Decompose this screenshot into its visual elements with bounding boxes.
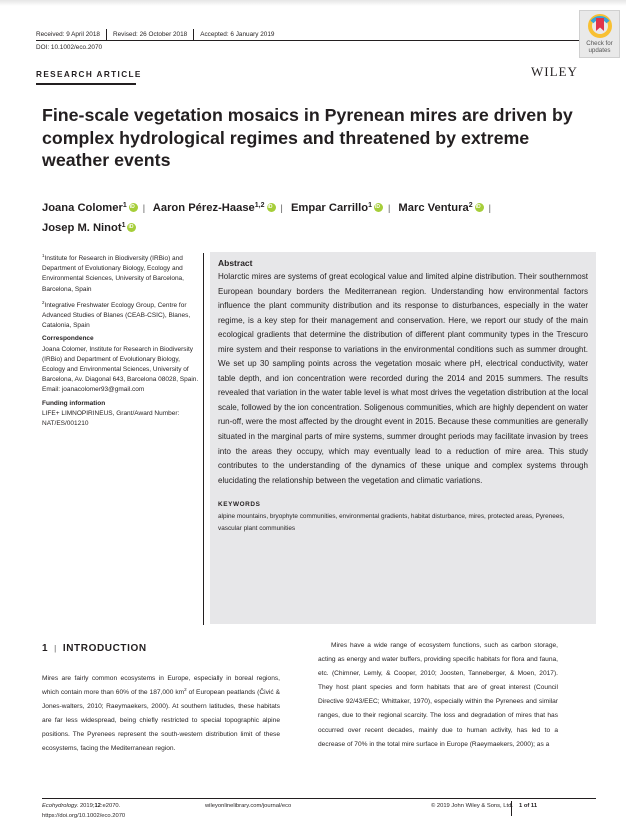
received-date: Received: 9 April 2018 xyxy=(36,29,107,41)
check-updates-label xyxy=(586,41,612,55)
author xyxy=(153,202,276,214)
author-affiliation: 1 xyxy=(368,202,372,209)
journal-name: Ecohydrology. xyxy=(42,803,79,809)
funding-text: LIFE+ LIMNOPIRINEUS, Grant/Award Number: NAT/ES/001210 xyxy=(42,409,180,428)
intro-paragraph-left xyxy=(42,672,280,757)
author xyxy=(291,202,383,214)
affiliation xyxy=(42,298,202,332)
intro-paragraph-right: Mires have a wide range of ecosystem functions, such as carbon storage, acting as energy and water buffers, providing specific habitats for flora and fauna, etc. (Chimner, Lemly, & Cooper, 2010; Joosten, Tanneberger, & Moen, 2017). They host plant species and form habitats that are of great interest (Council Directive 92/43/EEC; Whittaker, 1970), especially within the Pyrenees and similar ranges, due to their regional scarcity. The loss and degradation of mires that has occurred over recent decades, mainly due to human activity, has led to a decrease of 70% in the total mire surface in Europe (Raeymaekers, 2000); as a xyxy=(318,642,558,748)
article-info-sidebar xyxy=(42,251,202,429)
author-affiliation: 1 xyxy=(122,202,127,209)
correspondence-text: Joana Colomer, Institute for Research in Biodiversity (IRBio) and Department of Evolutionary Biology, Ecology and Environmental Sciences, University of Barcelona, Av. Diagonal 643, Barcelona 08028, Spain. xyxy=(42,345,199,384)
copyright: © 2019 John Wiley & Sons, Ltd. xyxy=(431,803,513,809)
author-separator: | xyxy=(387,203,391,213)
abstract-heading: Abstract xyxy=(218,258,253,268)
section-title: INTRODUCTION xyxy=(62,643,147,654)
orcid-icon[interactable] xyxy=(127,223,136,232)
correspondence-heading: Correspondence xyxy=(42,335,94,343)
publisher-logo: WILEY xyxy=(531,64,578,79)
check-for-updates-button[interactable] xyxy=(579,10,620,58)
affiliation xyxy=(42,251,202,295)
check-updates-line-2: updates xyxy=(588,46,611,54)
section-number: 1 xyxy=(42,643,49,654)
affiliation-text: Institute for Research in Biodiversity (IRBio) and Department of Evolutionary Biology, Ecology and Environmental Sciences, University of Barcelona, Barcelona, Spain xyxy=(42,255,184,293)
top-shadow xyxy=(0,0,626,6)
affiliation-text: Integrative Freshwater Ecology Group, Centre for Advanced Studies of Blanes (CEAB-CSIC), Blanes, Catalonia, Spain xyxy=(42,301,191,330)
keywords-heading: KEYWORDS xyxy=(218,501,261,509)
doi: DOI: 10.1002/eco.2070 xyxy=(36,44,103,51)
journal-citation xyxy=(42,801,125,821)
section-separator: | xyxy=(54,644,57,653)
orcid-icon[interactable] xyxy=(475,203,484,212)
section-heading-introduction xyxy=(42,643,147,654)
crossmark-icon xyxy=(588,14,612,40)
author xyxy=(398,202,483,214)
article-type-underline xyxy=(36,83,136,85)
author-name: Aaron Pérez-Haase xyxy=(152,202,255,214)
author-name: Empar Carrillo xyxy=(290,202,369,214)
journal-volume: 12 xyxy=(94,803,101,809)
author-affiliation: 2 xyxy=(468,202,473,209)
orcid-icon[interactable] xyxy=(374,203,383,212)
author xyxy=(42,222,136,234)
affiliation-number: 1 xyxy=(42,253,45,258)
author xyxy=(42,202,138,214)
journal-year: 2019; xyxy=(79,803,95,809)
sidebar-divider xyxy=(203,253,204,625)
page-number: 1 of 11 xyxy=(511,801,537,816)
article-dates xyxy=(36,29,596,41)
accepted-date: Accepted: 6 January 2019 xyxy=(200,30,275,38)
author-affiliation: 1,2 xyxy=(254,202,265,209)
intro-text: Mires are fairly common ecosystems in Europe, especially in boreal regions, which contain more than 60% of the 187,000 km xyxy=(42,675,280,697)
funding-heading: Funding information xyxy=(42,399,106,407)
keywords-list: alpine mountains, bryophyte communities, environmental gradients, habitat disturbance, mires, protected areas, Pyrenees, vascular plant communities xyxy=(218,513,565,532)
intro-text: of European peatlands (Čivić & Jones-walters, 2010; Raeymaekers, 2000). At southern latitudes, these habitats are far less widespread, being chiefly restricted to special topographic alpine positions. The Pyrenees represent the south-western distribution limit of these ecosystems, facing the Mediterranean region. xyxy=(42,689,280,753)
article-title: Fine-scale vegetation mosaics in Pyrenean mires are driven by complex hydrological regimes and threatened by extreme weather events xyxy=(42,105,573,170)
author-name: Josep M. Ninot xyxy=(42,222,122,234)
author-separator: | xyxy=(142,203,146,213)
author-affiliation: 1 xyxy=(121,222,126,229)
author-name: Marc Ventura xyxy=(398,202,469,214)
correspondence-email[interactable]: Email: joanacolomer93@gmail.com xyxy=(42,386,145,394)
orcid-icon[interactable] xyxy=(267,203,276,212)
superscript: 2 xyxy=(184,687,187,693)
author-separator: | xyxy=(280,203,283,213)
journal-site-link[interactable]: wileyonlinelibrary.com/journal/eco xyxy=(205,803,292,809)
doi-link[interactable]: https://doi.org/10.1002/eco.2070 xyxy=(42,813,126,819)
author-list xyxy=(42,197,562,237)
author-separator: | xyxy=(488,203,491,213)
author-name: Joana Colomer xyxy=(42,202,123,214)
abstract-text: Holarctic mires are systems of great ecological value and limited alpine distribution. Their southernmost European boundary borders the Mediterranean region. Understanding how environmental factors influence the plant community distribution and its response to disturbances, especially in the water regime, is a key step for their management and conservation. Here, we report our study of the main ecological gradients that determine the distribution of different plant community types in the Trescuro mire system and their response to variations in the environmental conditions such as summer drought. We set up 30 sampling points across the vegetation mosaic where pH, electrical conductivity, water table depth, and ion concentration were recorded during the 2014 and 2015 summers. The results revealed that variation in the water table level is what most drives the vegetation distribution at the local scale, followed by the ion concentration. Soligenous communities, which are highly dependent on water run-off, were the most affected by the drought event in 2015. Because these communities are generally situated in the marginal parts of mire systems, summer drought periods may facilitate invasion by trees into the areas they occupy, which may eventually lead to a reduction of mire area. This study contributes to the understanding of the dynamics of these unique and complex systems through elucidating the relationship between the vegetation and climatic variations. xyxy=(218,272,588,485)
abstract-box xyxy=(210,252,596,624)
check-updates-line-1: Check for xyxy=(586,40,613,47)
article-type: RESEARCH ARTICLE xyxy=(36,70,142,79)
orcid-icon[interactable] xyxy=(129,203,138,212)
revised-date: Revised: 26 October 2018 xyxy=(107,29,194,41)
footer-divider xyxy=(42,798,596,799)
affiliation-number: 2 xyxy=(42,299,45,305)
article-id: :e2070. xyxy=(100,803,121,809)
